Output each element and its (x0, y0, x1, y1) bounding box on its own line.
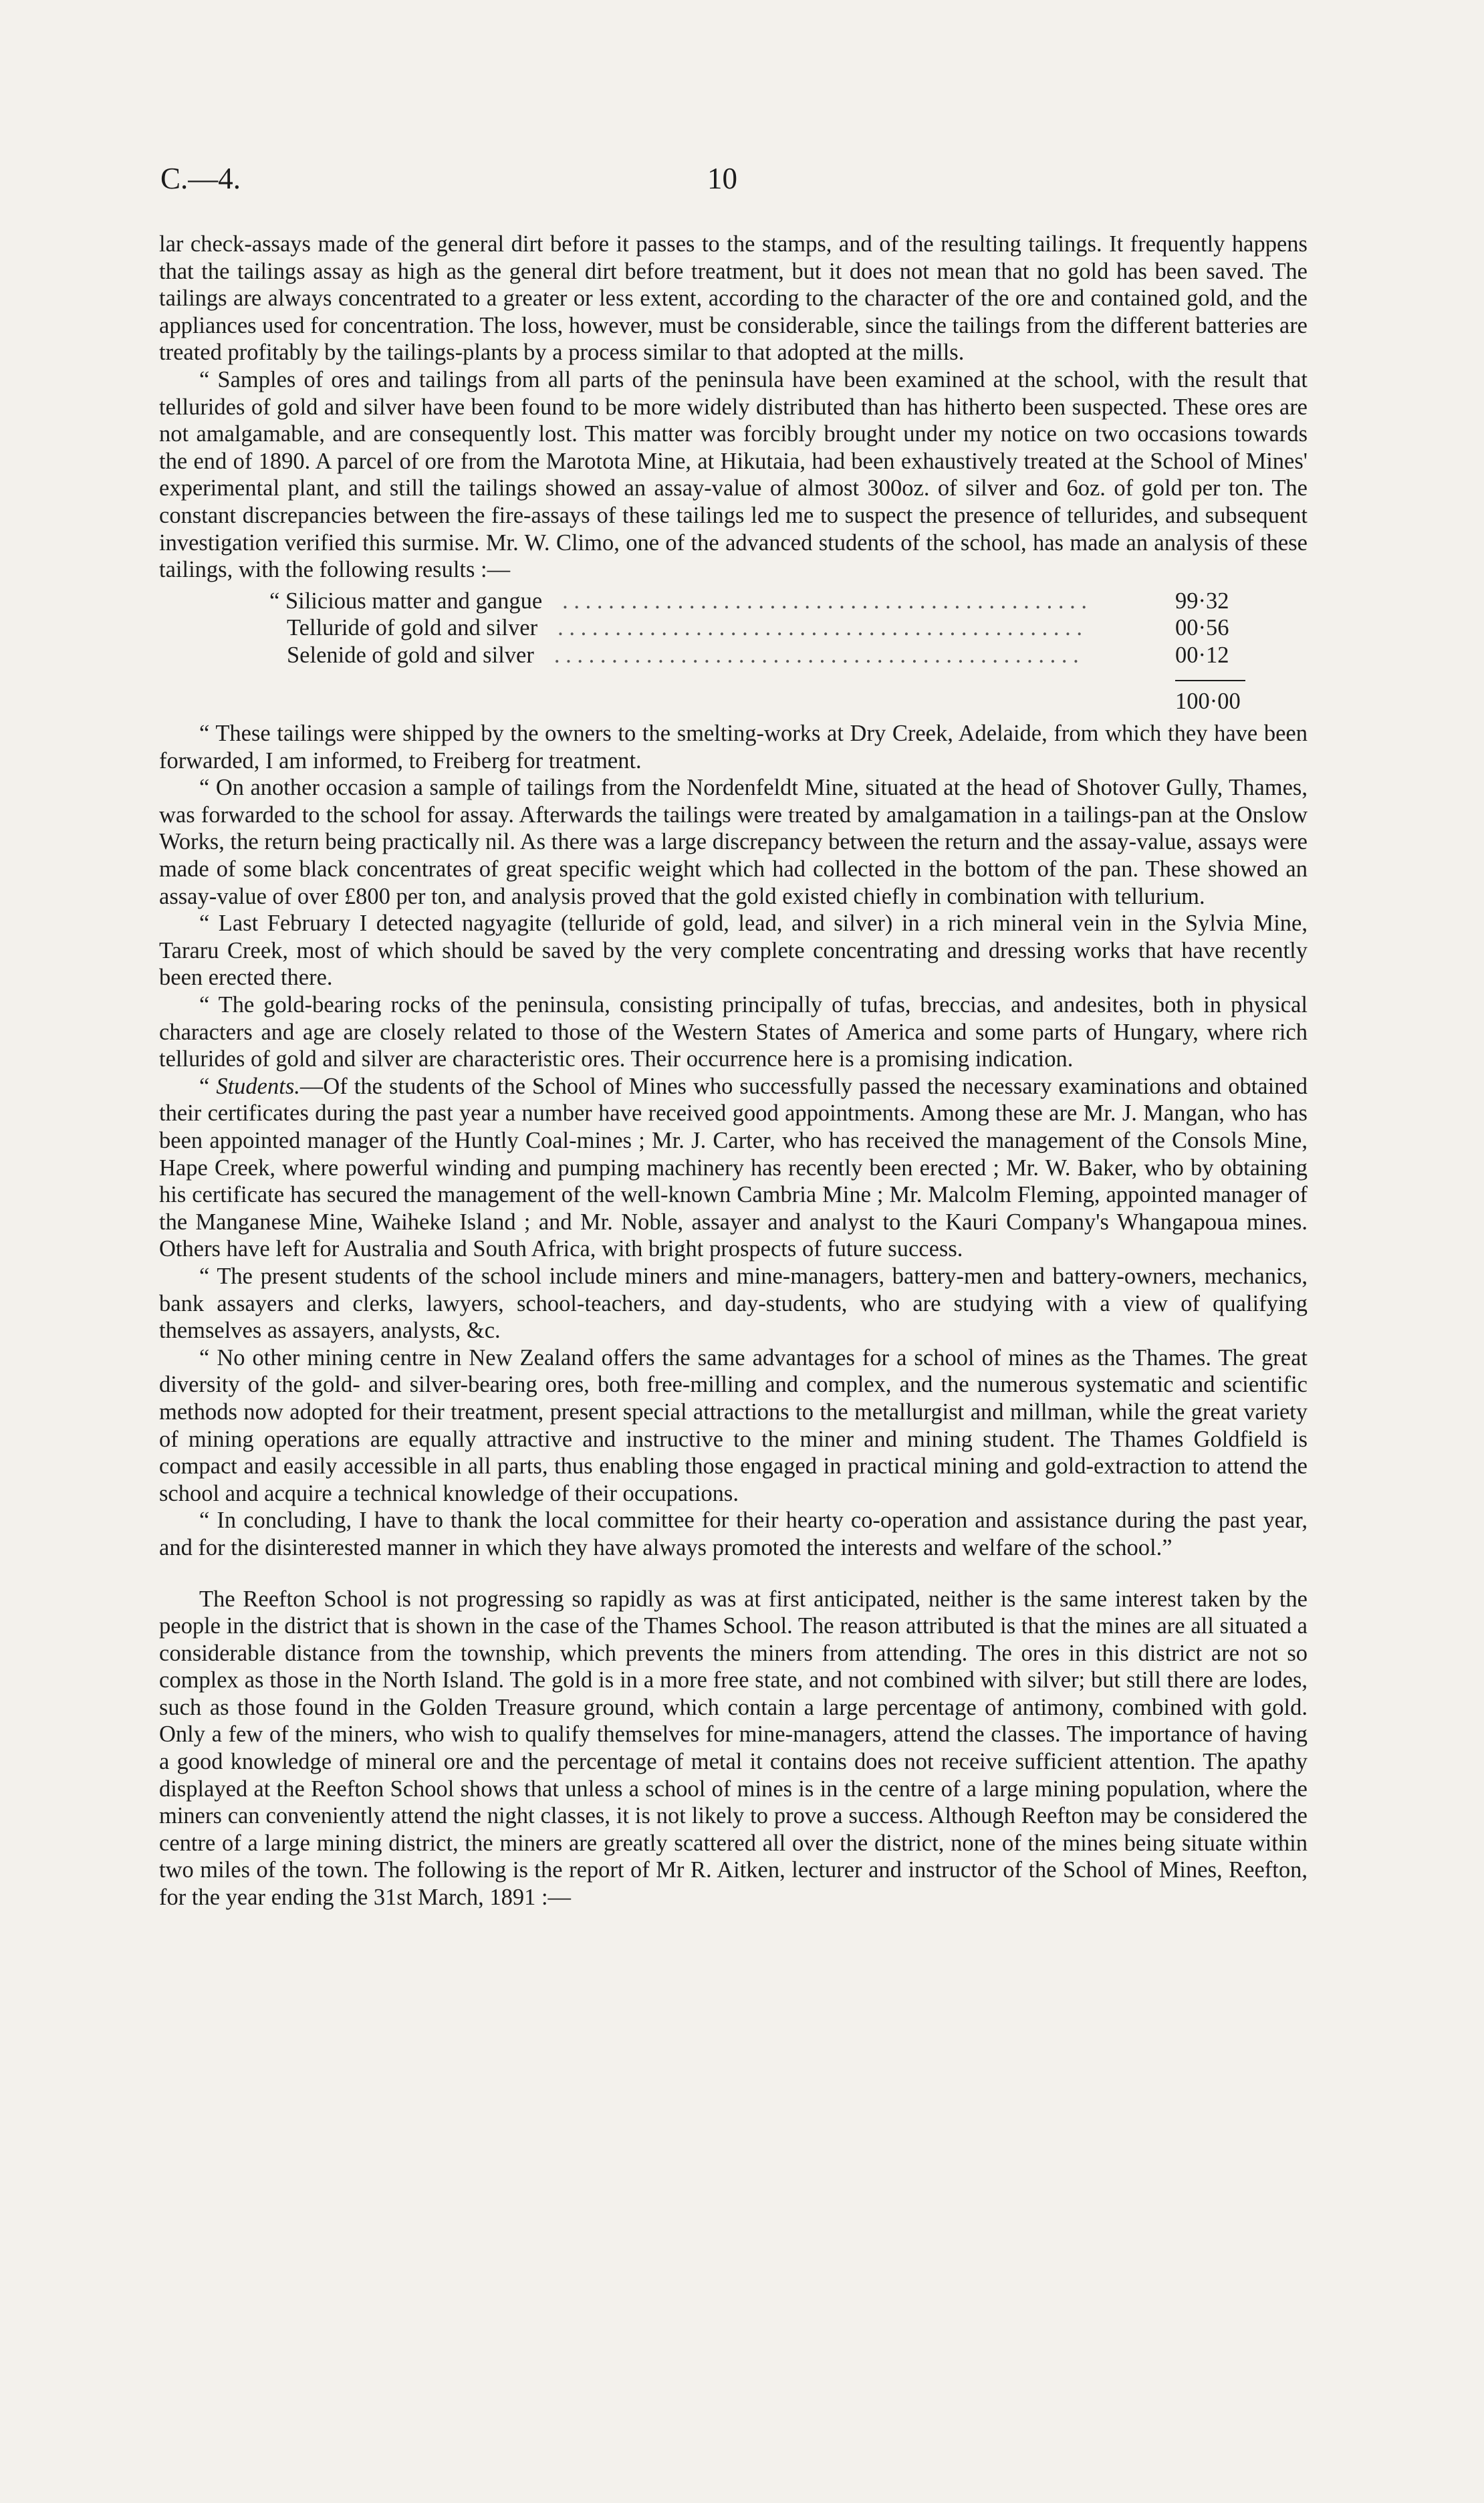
paragraph-nordenfeldt: “ On another occasion a sample of tailings from the Nordenfeldt Mine, situated at the head of Shotover Gully, Thames, was forwarded to the school for assay. Afterwards the tailings were treated by amalgamation in a tailings-pan at the Onslow Works, the return being practically nil. As there was a large discrepancy between the return and the assay-value, assays were made of some black concentrates of great specific weight which had collected in the bottom of the pan. These showed an assay-value of over £800 per ton, and analysis proved that the gold existed chiefly in combination with tellurium. (159, 775, 1308, 909)
students-quote: “ (199, 1073, 217, 1099)
students-heading: Students. (216, 1073, 300, 1099)
document-reference: C.—4. (160, 162, 241, 195)
assay-value: 99·32 (1175, 588, 1229, 614)
assay-row (269, 614, 1249, 642)
assay-value: 00·12 (1175, 642, 1229, 668)
paragraph-reefton: The Reefton School is not progressing so rapidly as was at first anticipated, neither is the same interest taken by the people in the district that is shown in the case of the Thames School. The reason attributed is that the mines are all situated a considerable distance from the township, which prevents the miners from attending. The ores in this district are not so complex as those in the North Island. The gold is in a more free state, and not combined with silver; but still there are lodes, such as those found in the Golden Treasure ground, which contain a large percentage of antimony, combined with gold. Only a few of the miners, who wish to qualify themselves for mine-managers, attend the classes. The importance of having a good knowledge of mineral ore and the percentage of metal it contains does not receive sufficient attention. The apathy displayed at the Reefton School shows that unless a school of mines is in the centre of a large mining population, where the miners can conveniently attend the night classes, it is not likely to prove a success. Although Reefton may be considered the centre of a large mining district, the miners are greatly scattered all over the district, none of the mines being situate within two miles of the town. The following is the report of Mr R. Aitken, lecturer and instructor of the School of Mines, Reefton, for the year ending the 31st March, 1891 :— (159, 1586, 1308, 1911)
document-body (159, 231, 1308, 1911)
paragraph-continuation: lar check-assays made of the general dirt before it passes to the stamps, and of the resulting tailings. It frequently happens that the tailings assay as high as the general dirt before treatment, but it does not mean that no gold has been saved. The tailings are always concentrated to a greater or less extent, according to the character of the ore and contained gold, and the appliances used for concentration. The loss, however, must be considerable, since the tailings from the different batteries are treated profitably by the tailings-plants by a process similar to that adopted at the mills. (159, 231, 1308, 366)
paragraph-students (159, 1073, 1308, 1263)
assay-label: “ Silicious matter and gangue (269, 588, 543, 614)
assay-total-row (269, 688, 1249, 715)
paragraph-nagyagite: “ Last February I detected nagyagite (telluride of gold, lead, and silver) in a rich mineral vein in the Sylvia Mine, Tararu Creek, most of which should be saved by the very complete concentrating and dressing works that have recently been erected there. (159, 911, 1308, 991)
paragraph-tellurides: “ Samples of ores and tailings from all parts of the peninsula have been examined at the school, with the result that tellurides of gold and silver have been found to be more widely distributed than has hitherto been suspected. These ores are not amalgamable, and are consequently lost. This matter was forcibly brought under my notice on two occasions towards the end of 1890. A parcel of ore from the Marotota Mine, at Hikutaia, had been exhaustively treated at the School of Mines' experimental plant, and still the tailings showed an assay-value of almost 300oz. of silver and 6oz. of gold per ton. The constant discrepancies between the fire-assays of these tailings led me to suspect the presence of tellurides, and subsequent investigation verified this surmise. Mr. W. Climo, one of the advanced students of the school, has made an analysis of these tailings, with the following results :— (159, 366, 1308, 583)
paragraph-dry-creek: “ These tailings were shipped by the owners to the smelting-works at Dry Creek, Adelaide, from which they have been forwarded, I am informed, to Freiberg for treatment. (159, 721, 1308, 773)
assay-value: 00·56 (1175, 615, 1229, 641)
assay-table (269, 588, 1249, 715)
assay-total-rule (1175, 680, 1245, 681)
students-text: —Of the students of the School of Mines who successfully passed the necessary examinations and obtained their certificates during the past year a number have received good appointments. Among these are Mr. J. Mangan, who has been appointed manager of the Huntly Coal-mines ; Mr. J. Carter, who has received the management of the Consols Mine, Hape Creek, where powerful winding and pumping machinery has recently been erected ; Mr. W. Baker, who by obtaining his certificate has secured the management of the well-known Cambria Mine ; Mr. Malcolm Fleming, appointed manager of the Manganese Mine, Waiheke Island ; and Mr. Noble, assayer and analyst to the Kauri Company's Whangapoua mines. Others have left for Australia and South Africa, with bright prospects of future success. (159, 1073, 1308, 1262)
assay-label: Telluride of gold and silver (287, 615, 538, 641)
paragraph-concluding: “ In concluding, I have to thank the local committee for their hearty co-operation and assistance during the past year, and for the disinterested manner in which they have always promoted the interests and welfare of the school.” (159, 1508, 1308, 1560)
assay-label: Selenide of gold and silver (287, 642, 534, 668)
assay-total: 100·00 (1175, 688, 1241, 714)
assay-leader: . . . . . . . . . . . . . . . . . . . . . . . . . . . . . . . . . . . . . . . . . . . . . . (562, 588, 1088, 614)
assay-leader: . . . . . . . . . . . . . . . . . . . . . . . . . . . . . . . . . . . . . . . . . . . . . . (558, 615, 1082, 641)
paragraph-gold-bearing-rocks: “ The gold-bearing rocks of the peninsula, consisting principally of tufas, breccias, and andesites, both in physical characters and age are closely related to those of the Western States of America and some parts of Hungary, where rich tellurides of gold and silver are characteristic ores. Their occurrence here is a promising indication. (159, 992, 1308, 1072)
paragraph-present-students: “ The present students of the school include miners and mine-managers, battery-men and battery-owners, mechanics, bank assayers and clerks, lawyers, school-teachers, and day-students, who are studying with a view of qualifying themselves as assayers, analysts, &c. (159, 1263, 1308, 1344)
paragraph-thames-advantages: “ No other mining centre in New Zealand offers the same advantages for a school of mines as the Thames. The great diversity of the gold- and silver-bearing ores, both free-milling and complex, and the numerous systematic and scientific methods now adopted for their treatment, present special attractions to the metallurgist and millman, while the great variety of mining operations are equally attractive and instructive to the miner and mining student. The Thames Goldfield is compact and easily accessible in all parts, thus enabling those engaged in practical mining and gold-extraction to attend the school and acquire a technical knowledge of their occupations. (159, 1344, 1308, 1506)
assay-leader: . . . . . . . . . . . . . . . . . . . . . . . . . . . . . . . . . . . . . . . . . . . . . . (553, 642, 1079, 668)
assay-row (269, 642, 1249, 669)
assay-row (269, 588, 1249, 615)
page-number: 10 (707, 162, 737, 195)
